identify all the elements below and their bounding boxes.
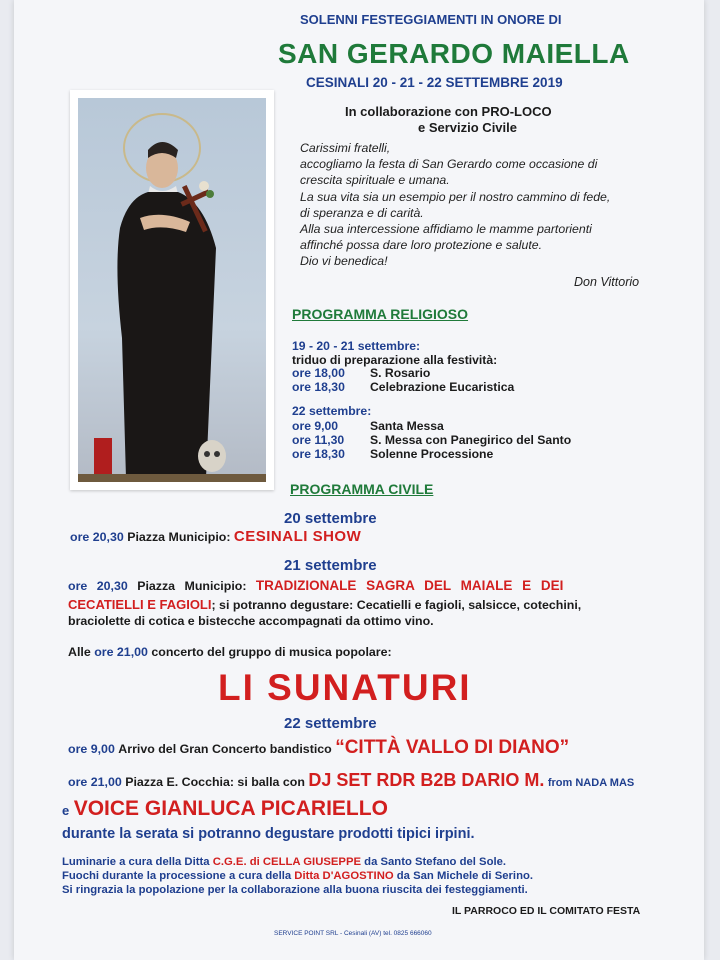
printer-credit: SERVICE POINT SRL - Cesinali (AV) tel. 0825 666060 bbox=[274, 930, 432, 937]
day-22-line2 bbox=[68, 770, 634, 791]
letter-line: affinché possa dare loro protezione e salute. bbox=[300, 238, 542, 253]
sagra-text-2: braciolette di cotica e bistecche accompagnati da ottimo vino. bbox=[68, 614, 434, 628]
letter-line: Alla sua intercessione affidiamo le mamme partorienti bbox=[300, 222, 592, 237]
credit-company: Ditta D'AGOSTINO bbox=[294, 870, 394, 882]
schedule-desc: S. Messa con Panegirico del Santo bbox=[370, 433, 572, 447]
collab-line1: In collaborazione con PRO-LOCO bbox=[345, 104, 552, 119]
schedule-time: ore 18,00 bbox=[292, 366, 345, 380]
event-cesinali-show: CESINALI SHOW bbox=[233, 528, 362, 545]
credit-text: da Santo Stefano del Sole. bbox=[364, 856, 507, 868]
header-line1: SOLENNI FESTEGGIAMENTI IN ONORE DI bbox=[300, 12, 562, 27]
religious-block1-title: 19 - 20 - 21 settembre: bbox=[292, 339, 421, 353]
header-dates: CESINALI 20 - 21 - 22 SETTEMBRE 2019 bbox=[306, 75, 563, 90]
tasting-line: durante la serata si potranno degustare prodotti tipici irpini. bbox=[62, 826, 475, 842]
schedule-desc: S. Rosario bbox=[370, 366, 431, 380]
schedule-desc: Celebrazione Eucaristica bbox=[370, 380, 515, 394]
credits-fuochi bbox=[62, 870, 533, 882]
event-text: Arrivo del Gran Concerto bandistico bbox=[118, 742, 332, 756]
letter-line: crescita spirituale e umana. bbox=[300, 173, 450, 188]
schedule-time: ore 18,30 bbox=[292, 447, 345, 461]
schedule-time: ore 18,30 bbox=[292, 380, 345, 394]
event-dj-from: from NADA MAS bbox=[547, 777, 635, 789]
day-20-heading: 20 settembre bbox=[284, 510, 377, 527]
day-21-heading: 21 settembre bbox=[284, 557, 377, 574]
letter-line: di speranza e di carità. bbox=[300, 205, 424, 220]
sagra-text: ; si potranno degustare: Cecatielli e fagioli, salsicce, cotechini, bbox=[211, 598, 582, 612]
credit-text: da San Michele di Serino. bbox=[396, 870, 534, 882]
schedule-desc: Santa Messa bbox=[370, 419, 444, 433]
priest-letter bbox=[300, 140, 660, 270]
event-text: Piazza E. Cocchia: si balla con bbox=[125, 775, 305, 789]
band-name: LI SUNATURI bbox=[218, 667, 472, 708]
event-place: Piazza Municipio: bbox=[127, 530, 231, 544]
event-dj-set: DJ SET RDR B2B DARIO M. bbox=[308, 770, 545, 790]
letter-line: Carissimi fratelli, bbox=[300, 141, 391, 155]
collab-line2: e Servizio Civile bbox=[418, 120, 517, 135]
schedule-time: ore 11,30 bbox=[292, 433, 345, 447]
event-voice: VOICE GIANLUCA PICARIELLO bbox=[73, 797, 388, 820]
credits-thanks: Si ringrazia la popolazione per la collaborazione alla buona riuscita dei festeggiamenti. bbox=[62, 884, 528, 896]
schedule-desc: Solenne Processione bbox=[370, 447, 494, 461]
schedule-row bbox=[292, 419, 444, 433]
letter-signature: Don Vittorio bbox=[574, 275, 640, 289]
civil-heading: PROGRAMMA CIVILE bbox=[290, 481, 434, 497]
saint-statue-image bbox=[78, 98, 266, 482]
schedule-row bbox=[292, 380, 514, 394]
credit-text: Fuochi durante la processione a cura della bbox=[62, 870, 292, 882]
saint-photo bbox=[70, 90, 274, 490]
concert-text: concerto del gruppo di musica popolare: bbox=[151, 645, 392, 659]
concert-time: ore 21,00 bbox=[94, 645, 148, 659]
event-and: e bbox=[62, 803, 70, 818]
event-time: ore 20,30 bbox=[70, 530, 124, 544]
day-22-heading: 22 settembre bbox=[284, 715, 377, 732]
event-band-vallo: “CITTÀ VALLO DI DIANO” bbox=[335, 737, 570, 758]
day-21-line1 bbox=[68, 578, 563, 593]
concert-line bbox=[68, 645, 392, 659]
schedule-time: ore 9,00 bbox=[292, 419, 339, 433]
religious-heading: PROGRAMMA RELIGIOSO bbox=[292, 306, 469, 322]
event-time: ore 20,30 bbox=[68, 579, 128, 593]
credit-company: C.G.E. di CELLA GIUSEPPE bbox=[212, 856, 362, 868]
day-22-line3 bbox=[62, 797, 388, 821]
event-sagra-cont: CECATIELLI E FAGIOLI bbox=[68, 597, 212, 612]
religious-block2-title: 22 settembre: bbox=[292, 404, 372, 418]
schedule-row bbox=[292, 433, 571, 447]
letter-line: accogliamo la festa di San Gerardo come occasione di bbox=[300, 157, 598, 172]
day-21-line2 bbox=[68, 597, 581, 612]
credits-luminarie bbox=[62, 856, 506, 868]
credits-signature: IL PARROCO ED IL COMITATO FESTA bbox=[452, 905, 641, 917]
schedule-row bbox=[292, 447, 493, 461]
event-time: ore 9,00 bbox=[68, 742, 115, 756]
event-sagra: TRADIZIONALE SAGRA DEL MAIALE E DEI bbox=[255, 578, 564, 593]
letter-line: La sua vita sia un esempio per il nostro cammino di fede, bbox=[300, 189, 611, 204]
event-time: ore 21,00 bbox=[68, 775, 122, 789]
concert-pre: Alle bbox=[68, 645, 91, 659]
schedule-row bbox=[292, 366, 430, 380]
day-20-line bbox=[70, 528, 361, 545]
event-place: Piazza Municipio: bbox=[137, 579, 247, 593]
day-22-line1 bbox=[68, 737, 569, 759]
religious-block1-sub: triduo di preparazione alla festività: bbox=[292, 353, 498, 367]
letter-line: Dio vi benedica! bbox=[300, 254, 388, 269]
page-title: SAN GERARDO MAIELLA bbox=[278, 38, 630, 69]
credit-text: Luminarie a cura della Ditta bbox=[62, 856, 210, 868]
